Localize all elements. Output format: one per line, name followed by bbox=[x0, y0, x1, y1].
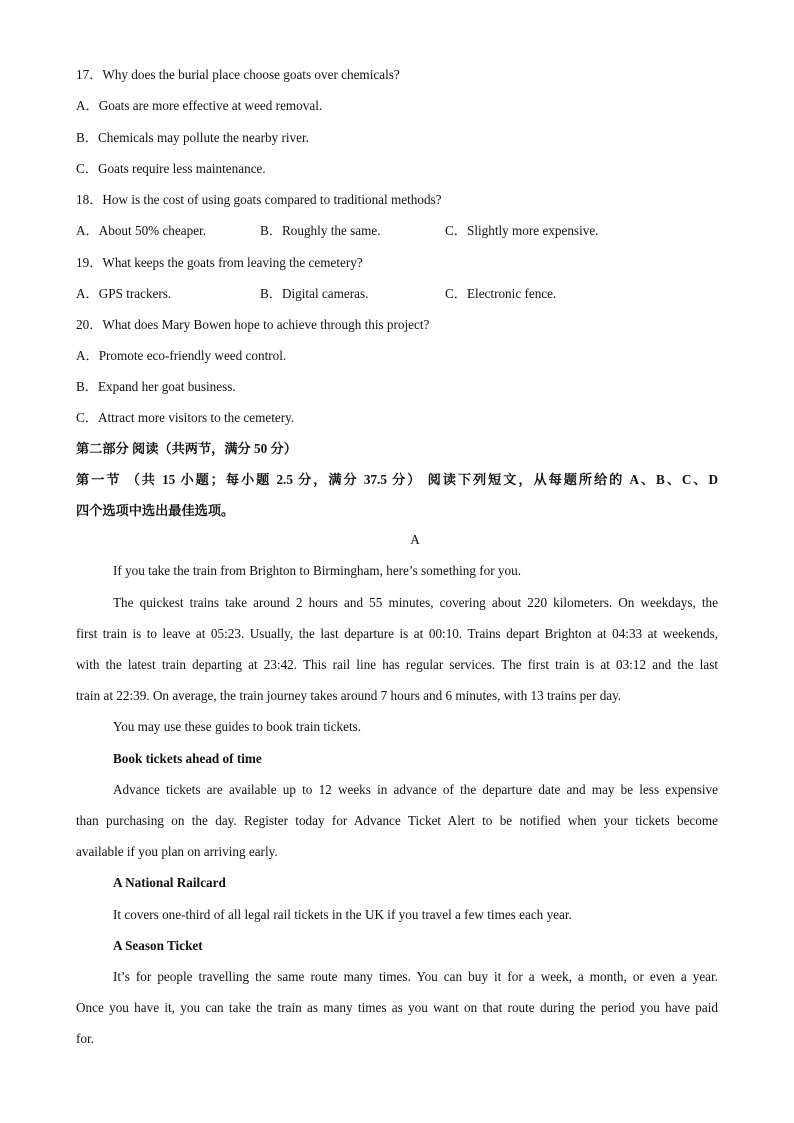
question-20-option-a: A．Promote eco-friendly weed control. bbox=[76, 348, 287, 363]
paragraph-2-line-1: Advance tickets are available up to 12 weeks in advance of the departure date and may be less expensive bbox=[113, 782, 718, 797]
paragraph-4-line-3: for. bbox=[76, 1031, 94, 1046]
question-20-stem: 20．What does Mary Bowen hope to achieve through this project? bbox=[76, 317, 430, 332]
question-19-option-a: A．GPS trackers. bbox=[76, 286, 172, 301]
question-19-option-c: C．Electronic fence. bbox=[445, 286, 557, 301]
question-20-option-c: C．Attract more visitors to the cemetery. bbox=[76, 410, 295, 425]
paragraph-4-line-2: Once you have it, you can take the train as many times as you want on that route during the period you have paid bbox=[76, 1000, 718, 1015]
paragraph-3: It covers one-third of all legal rail tickets in the UK if you travel a few times each year. bbox=[113, 907, 572, 922]
question-17-option-c: C．Goats require less maintenance. bbox=[76, 161, 266, 176]
question-17-option-b: B．Chemicals may pollute the nearby river. bbox=[76, 130, 309, 145]
heading-book-tickets: Book tickets ahead of time bbox=[113, 751, 262, 766]
question-19-stem: 19．What keeps the goats from leaving the cemetery? bbox=[76, 255, 363, 270]
question-17-option-a: A．Goats are more effective at weed removal. bbox=[76, 98, 323, 113]
question-18-option-b: B．Roughly the same. bbox=[260, 223, 381, 238]
section-subtitle-line-2: 四个选项中选出最佳选项。 bbox=[76, 503, 235, 518]
paragraph-1-line-4: train at 22:39. On average, the train journey takes around 7 hours and 6 minutes, with 13 trains per day. bbox=[76, 688, 622, 703]
paragraph-1-line-1: The quickest trains take around 2 hours and 55 minutes, covering about 220 kilometers. On weekdays, the bbox=[113, 595, 718, 610]
paragraph-1-line-2: first train is to leave at 05:23. Usually, the last departure is at 00:10. Trains depart Brighton at 04:33 at weekends, bbox=[76, 626, 718, 641]
question-18-option-c: C．Slightly more expensive. bbox=[445, 223, 599, 238]
heading-season-ticket: A Season Ticket bbox=[113, 938, 203, 953]
question-19-option-b: B．Digital cameras. bbox=[260, 286, 369, 301]
question-18-option-a: A．About 50% cheaper. bbox=[76, 223, 207, 238]
passage-label: A bbox=[410, 532, 420, 547]
paragraph-4-line-1: It’s for people travelling the same route many times. You can buy it for a week, a month, or even a year. bbox=[113, 969, 718, 984]
question-17-stem: 17．Why does the burial place choose goats over chemicals? bbox=[76, 67, 400, 82]
paragraph-2-line-2: than purchasing on the day. Register today for Advance Ticket Alert to be notified when your tickets become bbox=[76, 813, 718, 828]
paragraph-1-line-3: with the latest train departing at 23:42. This rail line has regular services. The first train is at 03:12 and the last bbox=[76, 657, 718, 672]
question-20-option-b: B．Expand her goat business. bbox=[76, 379, 236, 394]
paragraph-2-line-3: available if you plan on arriving early. bbox=[76, 844, 278, 859]
guides-text: You may use these guides to book train tickets. bbox=[113, 719, 362, 734]
section-title: 第二部分 阅读（共两节，满分 50 分） bbox=[76, 441, 297, 456]
passage-intro: If you take the train from Brighton to Birmingham, here’s something for you. bbox=[113, 563, 522, 578]
section-subtitle-line-1: 第一节 （共 15 小题；每小题 2.5 分，满分 37.5 分） 阅读下列短文，从每题所给的 A、B、C、D bbox=[76, 472, 718, 487]
question-18-stem: 18．How is the cost of using goats compared to traditional methods? bbox=[76, 192, 442, 207]
heading-national-railcard: A National Railcard bbox=[113, 875, 226, 890]
